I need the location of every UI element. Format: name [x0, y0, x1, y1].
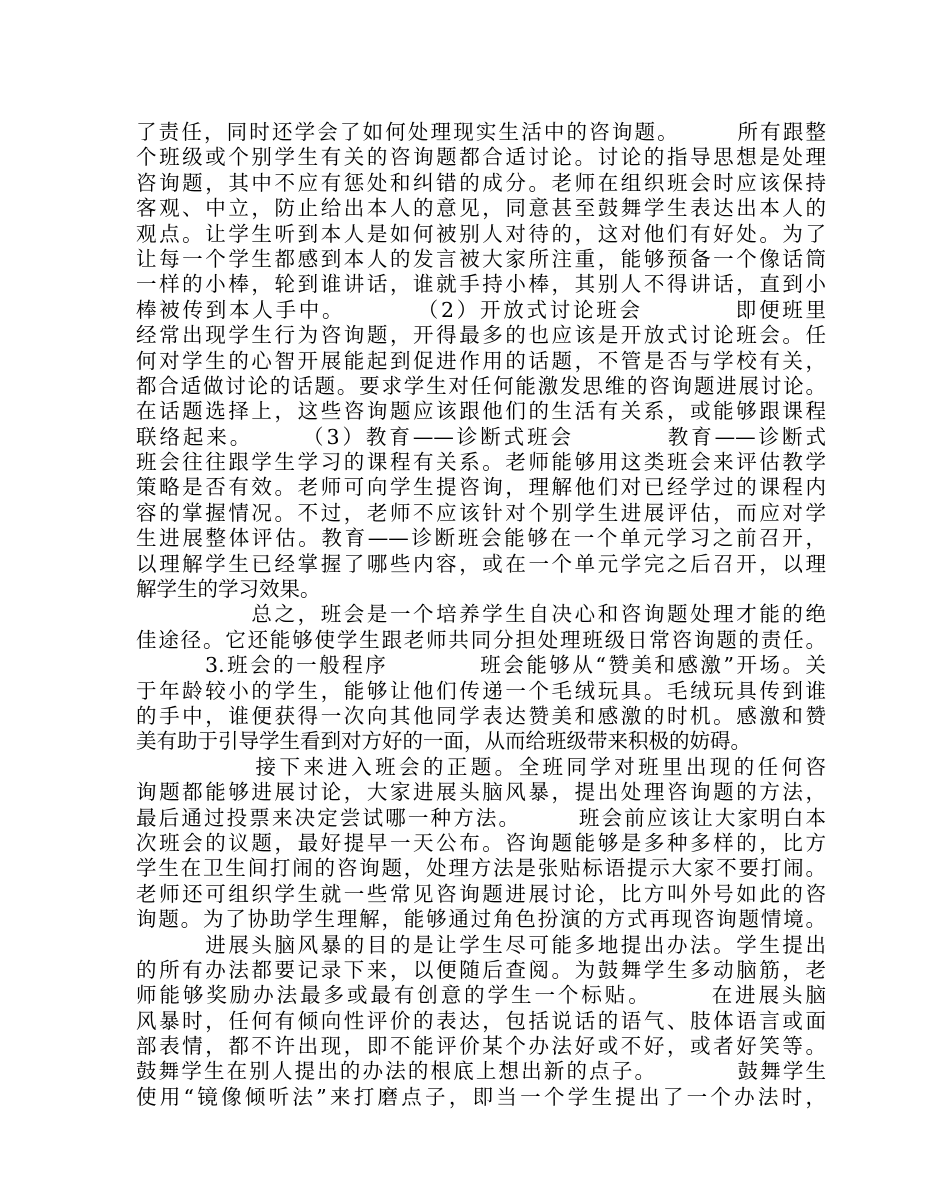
text-line: 总之，班会是一个培养学生自决心和咨询题处理才能的绝	[136, 602, 826, 627]
text-line: 何对学生的心智开展能起到促进作用的话题，不管是否与学校有关，	[136, 348, 826, 373]
text-line: 询题。为了协助学生理解，能够通过角色扮演的方式再现咨询题情境。	[136, 907, 826, 932]
text-line: 解学生的学习效果。	[136, 577, 321, 602]
text-line: 容的掌握情况。不过，老师不应该针对个别学生进展评估，而应对学	[136, 500, 826, 525]
text-line: 以理解学生已经掌握了哪些内容，或在一个单元学完之后召开，以理	[136, 551, 826, 576]
text-line: 个班级或个别学生有关的咨询题都合适讨论。讨论的指导思想是处理	[136, 145, 826, 170]
text-line: 最后通过投票来决定尝试哪一种方法。 班会前应该让大家明白本	[136, 805, 826, 830]
text-line: 的所有办法都要记录下来，以便随后查阅。为鼓舞学生多动脑筋，老	[136, 957, 826, 982]
text-line: 美有助于引导学生看到对方好的一面，从而给班级带来积极的妨碍。	[136, 729, 751, 754]
text-line: 联络起来。 （3）教育——诊断式班会 教育——诊断式	[136, 424, 826, 449]
text-line: 接下来进入班会的正题。全班同学对班里出现的任何咨	[136, 754, 826, 779]
text-line: 棒被传到本人手中。 （2）开放式讨论班会 即便班里	[136, 297, 826, 322]
text-line: 班会往往跟学生学习的课程有关系。老师能够用这类班会来评估教学	[136, 450, 826, 475]
text-line: 3.班会的一般程序 班会能够从“赞美和感激”开场。关	[136, 653, 826, 678]
text-line: 部表情，都不许出现，即不能评价某个办法好或不好，或者好笑等。	[136, 1034, 826, 1059]
text-line: 进展头脑风暴的目的是让学生尽可能多地提出办法。学生提出	[136, 932, 826, 957]
document-page	[136, 120, 826, 1110]
text-line: 策略是否有效。老师可向学生提咨询，理解他们对已经学过的课程内	[136, 475, 826, 500]
text-line: 咨询题，其中不应有惩处和纠错的成分。老师在组织班会时应该保持	[136, 170, 826, 195]
text-line: 了责任，同时还学会了如何处理现实生活中的咨询题。 所有跟整	[136, 120, 826, 144]
text-line: 师能够奖励办法最多或最有创意的学生一个标贴。 在进展头脑	[136, 983, 826, 1008]
text-line: 风暴时，任何有倾向性评价的表达，包括说话的语气、肢体语言或面	[136, 1008, 826, 1033]
text-line: 老师还可组织学生就一些常见咨询题进展讨论，比方叫外号如此的咨	[136, 881, 826, 906]
text-line: 于年龄较小的学生，能够让他们传递一个毛绒玩具。毛绒玩具传到谁	[136, 678, 826, 703]
text-line: 使用“镜像倾听法”来打磨点子，即当一个学生提出了一个办法时，	[136, 1084, 826, 1109]
text-line: 经常出现学生行为咨询题，开得最多的也应该是开放式讨论班会。任	[136, 323, 826, 348]
text-line: 观点。让学生听到本人是如何被别人对待的，这对他们有好处。为了	[136, 221, 826, 246]
text-line: 生进展整体评估。教育——诊断班会能够在一个单元学习之前召开，	[136, 526, 826, 551]
text-line: 询题都能够进展讨论，大家进展头脑风暴，提出处理咨询题的方法，	[136, 780, 826, 805]
text-line: 在话题选择上，这些咨询题应该跟他们的生活有关系，或能够跟课程	[136, 399, 826, 424]
text-line: 学生在卫生间打闹的咨询题，处理方法是张贴标语提示大家不要打闹。	[136, 856, 826, 881]
text-line: 鼓舞学生在别人提出的办法的根底上想出新的点子。 鼓舞学生	[136, 1059, 826, 1084]
text-line: 的手中，谁便获得一次向其他同学表达赞美和感激的时机。感激和赞	[136, 703, 826, 728]
text-line: 一样的小棒，轮到谁讲话，谁就手持小棒，其别人不得讲话，直到小	[136, 272, 826, 297]
text-line: 都合适做讨论的话题。要求学生对任何能激发思维的咨询题进展讨论。	[136, 373, 826, 398]
text-line: 客观、中立，防止给出本人的意见，同意甚至鼓舞学生表达出本人的	[136, 196, 826, 221]
text-line: 佳途径。它还能够使学生跟老师共同分担处理班级日常咨询题的责任。	[136, 627, 826, 652]
text-line: 次班会的议题，最好提早一天公布。咨询题能够是多种多样的，比方	[136, 830, 826, 855]
text-line: 让每一个学生都感到本人的发言被大家所注重，能够预备一个像话筒	[136, 246, 826, 271]
